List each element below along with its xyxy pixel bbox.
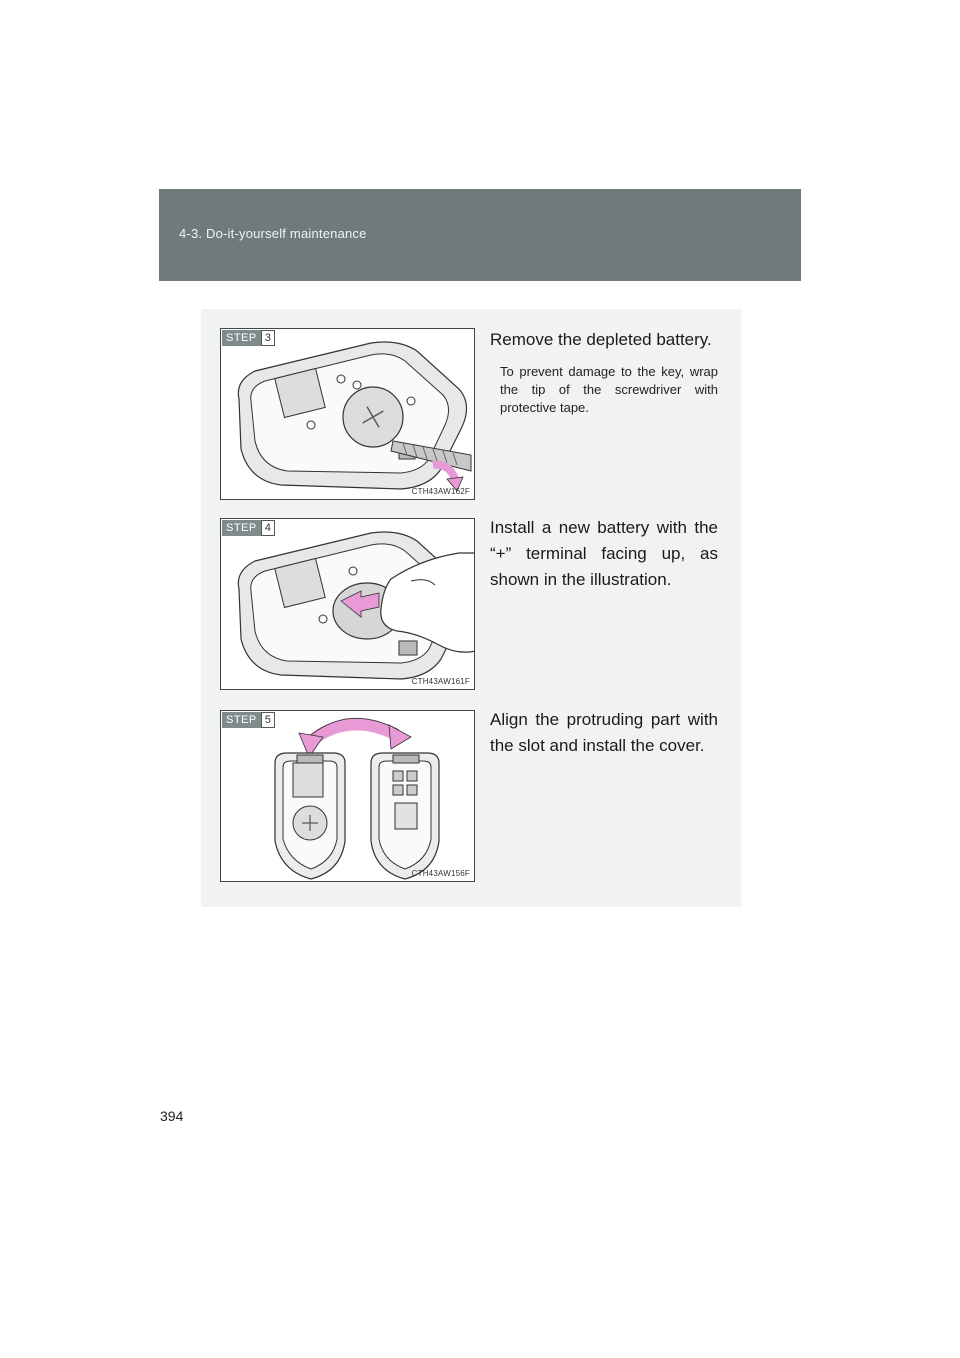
step-5-text bbox=[490, 707, 718, 759]
step-number: 5 bbox=[261, 712, 275, 728]
step-word: STEP bbox=[222, 712, 261, 728]
step-5-illustration bbox=[220, 710, 475, 882]
step-number: 3 bbox=[261, 330, 275, 346]
step-instruction: Align the protruding part with the slot and install the cover. bbox=[490, 710, 718, 755]
figure-code: CTH43AW161F bbox=[411, 677, 470, 686]
step-number: 4 bbox=[261, 520, 275, 536]
step-word: STEP bbox=[222, 520, 261, 536]
figure-code: CTH43AW162F bbox=[411, 487, 470, 496]
step-4-illustration bbox=[220, 518, 475, 690]
step-word: STEP bbox=[222, 330, 261, 346]
section-title: 4-3. Do-it-yourself maintenance bbox=[179, 226, 367, 241]
step-4-text bbox=[490, 515, 718, 593]
figure-code: CTH43AW156F bbox=[411, 869, 470, 878]
step-3-text bbox=[490, 327, 718, 417]
step-3-illustration bbox=[220, 328, 475, 500]
step-note: To prevent damage to the key, wrap the tip of the screwdriver with protective tape. bbox=[500, 364, 718, 415]
install-cover-illustration bbox=[221, 711, 475, 882]
step-badge bbox=[222, 330, 275, 346]
section-header bbox=[159, 189, 801, 281]
step-instruction: Install a new battery with the “+” terminal facing up, as shown in the illustration. bbox=[490, 518, 718, 589]
step-badge bbox=[222, 520, 275, 536]
step-instruction: Remove the depleted battery. bbox=[490, 330, 712, 349]
step-badge bbox=[222, 712, 275, 728]
instruction-panel bbox=[201, 309, 741, 907]
page-number: 394 bbox=[160, 1108, 184, 1124]
install-battery-illustration bbox=[221, 519, 475, 690]
key-open-remove-battery-illustration bbox=[221, 329, 475, 500]
